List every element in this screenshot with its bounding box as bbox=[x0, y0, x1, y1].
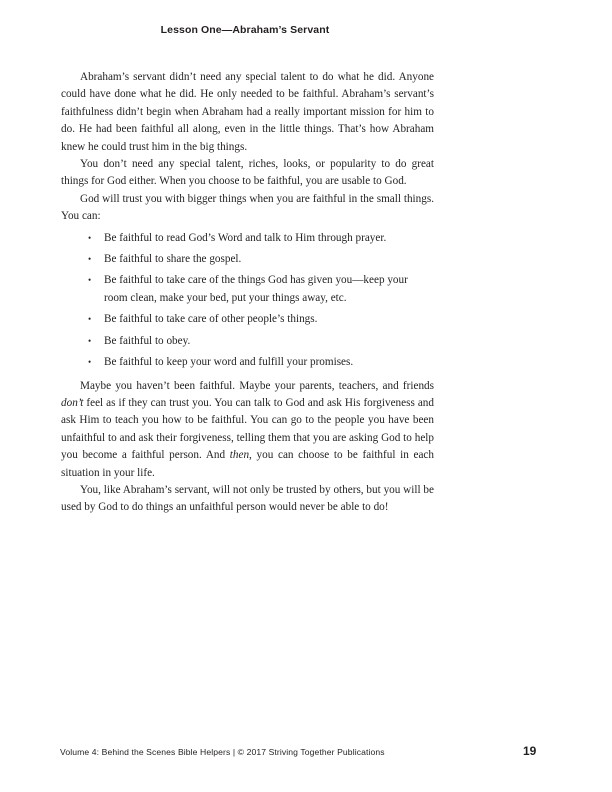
paragraph-4-emphasis-dont: don’t bbox=[61, 396, 84, 409]
bullet-icon: • bbox=[88, 335, 92, 346]
list-item-text: Be faithful to take care of the things God has given you—keep your room clean, make your bed, put your things away, etc. bbox=[104, 274, 408, 304]
list-item bbox=[88, 354, 434, 371]
faithfulness-list bbox=[61, 230, 434, 372]
paragraph-4 bbox=[61, 378, 434, 482]
list-item-text: Be faithful to share the gospel. bbox=[104, 253, 242, 266]
bullet-icon: • bbox=[88, 314, 92, 325]
list-item bbox=[88, 311, 434, 328]
list-item bbox=[88, 251, 434, 268]
list-item-text: Be faithful to keep your word and fulfill your promises. bbox=[104, 356, 354, 369]
list-item bbox=[88, 230, 434, 247]
running-header-title: Lesson One—Abraham’s Servant bbox=[160, 24, 330, 36]
paragraph-3: God will trust you with bigger things when you are faithful in the small things. You can: bbox=[61, 192, 434, 223]
list-item bbox=[88, 272, 434, 307]
paragraph-4-emphasis-then: then bbox=[229, 449, 250, 462]
footer-credit: Volume 4: Behind the Scenes Bible Helpers | © 2017 Striving Together Publications bbox=[60, 747, 385, 757]
bullet-icon: • bbox=[88, 275, 92, 286]
paragraph-2: You don’t need any special talent, riches, looks, or popularity to do great things for God either. When you choose to be faithful, you are usable to God. bbox=[61, 158, 434, 188]
paragraph-1: Abraham’s servant didn’t need any special talent to do what he did. Anyone could have done what he did. He only needed to be faithful. Abraham’s servant’s faithfulness didn’t begin when Abraham had a really important mission for him to do. He had been faithful all along, even in the little things. That’s how Abraham knew he could trust him in the big things. bbox=[61, 71, 434, 153]
bullet-icon: • bbox=[88, 254, 92, 265]
list-item-text: Be faithful to read God’s Word and talk to Him through prayer. bbox=[104, 231, 387, 244]
paragraph-4-text-b: feel as if they can trust you. You can talk to God and ask His forgiveness and ask Him to teach you how to be faithful. You can go to the people you have been unfaithful to and ask their forgiveness, telling them that you are asking God to help you become a faithful person. And bbox=[61, 396, 434, 462]
paragraph-5: You, like Abraham’s servant, will not only be trusted by others, but you will be used by God to do things an unfaithful person would never be able to do! bbox=[61, 483, 434, 514]
bullet-icon: • bbox=[88, 357, 92, 368]
page-number: 19 bbox=[523, 744, 537, 758]
paragraph-4-text-a: Maybe you haven’t been faithful. Maybe your parents, teachers, and friends bbox=[80, 379, 434, 392]
list-item-text: Be faithful to obey. bbox=[104, 334, 191, 347]
list-item-text: Be faithful to take care of other people’s things. bbox=[104, 313, 318, 326]
list-item bbox=[88, 333, 434, 350]
lesson-body bbox=[61, 69, 434, 517]
bullet-icon: • bbox=[88, 232, 92, 243]
paragraph-4-text-c: , you can choose to be faithful in each situation in your life. bbox=[61, 449, 434, 479]
